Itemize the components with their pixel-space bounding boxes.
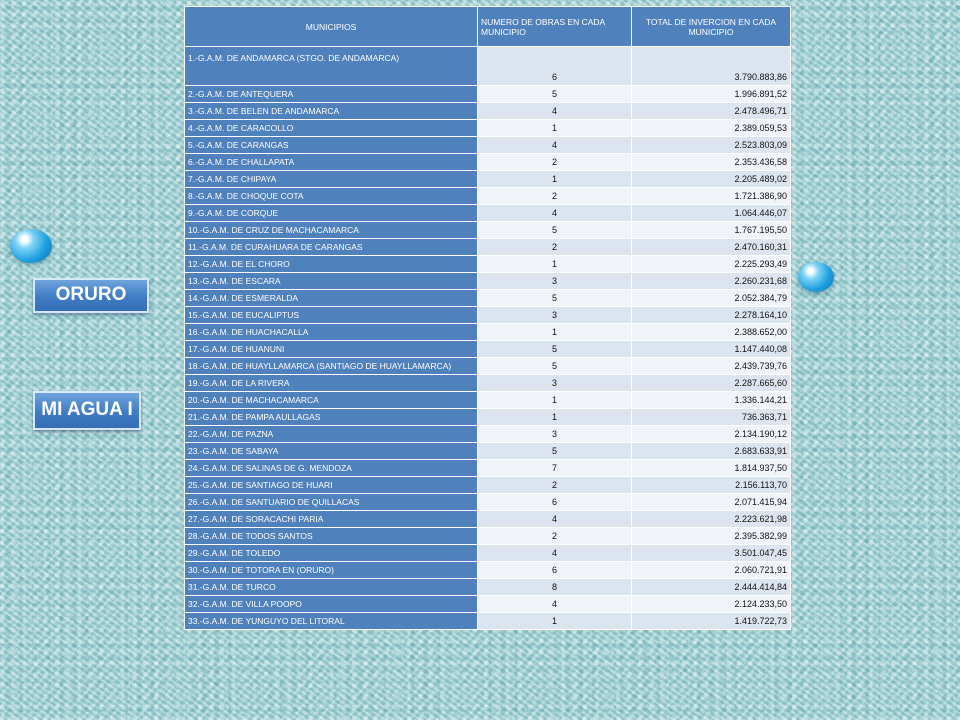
- obras-count-cell: 1: [478, 409, 632, 426]
- table-row: [185, 562, 791, 579]
- inversion-total-cell: 2.278.164,10: [632, 307, 791, 324]
- inversion-total-cell: 2.395.382,99: [632, 528, 791, 545]
- municipio-name-cell: 28.-G.A.M. DE TODOS SANTOS: [185, 528, 478, 545]
- inversion-total-cell: 1.996.891,52: [632, 86, 791, 103]
- obras-count-cell: 6: [478, 562, 632, 579]
- table-row: [185, 239, 791, 256]
- inversion-total-cell: 2.071.415,94: [632, 494, 791, 511]
- municipio-name-cell: 30.-G.A.M. DE TOTORA EN (ORURO): [185, 562, 478, 579]
- table-row: [185, 613, 791, 630]
- municipio-name-cell: 19.-G.A.M. DE LA RIVERA: [185, 375, 478, 392]
- oruro-button[interactable]: ORURO: [33, 278, 149, 313]
- table-row: [185, 579, 791, 596]
- inversion-total-cell: 2.523.803,09: [632, 137, 791, 154]
- obras-count-cell: 1: [478, 171, 632, 188]
- inversion-total-cell: 1.336.144,21: [632, 392, 791, 409]
- header-municipios: MUNICIPIOS: [185, 7, 478, 47]
- municipio-name-cell: 12.-G.A.M. DE EL CHORO: [185, 256, 478, 273]
- table-row: [185, 409, 791, 426]
- obras-count-cell: 8: [478, 579, 632, 596]
- municipio-name-cell: 10.-G.A.M. DE CRUZ DE MACHACAMARCA: [185, 222, 478, 239]
- decorative-bubble-right: [798, 262, 834, 292]
- table-row: [185, 596, 791, 613]
- obras-count-cell: 5: [478, 341, 632, 358]
- table-row: [185, 375, 791, 392]
- municipio-name-cell: 11.-G.A.M. DE CURAHUARA DE CARANGAS: [185, 239, 478, 256]
- municipio-name-cell: 23.-G.A.M. DE SABAYA: [185, 443, 478, 460]
- table-row: [185, 171, 791, 188]
- obras-count-cell: 5: [478, 290, 632, 307]
- obras-count-cell: 1: [478, 256, 632, 273]
- inversion-total-cell: 2.478.496,71: [632, 103, 791, 120]
- municipio-name-cell: 3.-G.A.M. DE BELEN DE ANDAMARCA: [185, 103, 478, 120]
- inversion-total-cell: 1.419.722,73: [632, 613, 791, 630]
- municipio-name-cell: 25.-G.A.M. DE SANTIAGO DE HUARI: [185, 477, 478, 494]
- municipios-table: [184, 6, 791, 630]
- table-row: [185, 154, 791, 171]
- table-row: [185, 324, 791, 341]
- obras-count-cell: 3: [478, 307, 632, 324]
- inversion-total-cell: 2.052.384,79: [632, 290, 791, 307]
- table-row: [185, 545, 791, 562]
- municipio-name-cell: 32.-G.A.M. DE VILLA POOPO: [185, 596, 478, 613]
- header-total-inversion: TOTAL DE INVERCION EN CADA MUNICIPIO: [632, 7, 791, 47]
- obras-count-cell: 4: [478, 596, 632, 613]
- inversion-total-cell: 1.721.386,90: [632, 188, 791, 205]
- obras-count-cell: 4: [478, 205, 632, 222]
- table-row: [185, 86, 791, 103]
- table-row: [185, 137, 791, 154]
- municipio-name-cell: 9.-G.A.M. DE CORQUE: [185, 205, 478, 222]
- municipio-name-cell: 29.-G.A.M. DE TOLEDO: [185, 545, 478, 562]
- obras-count-cell: 5: [478, 222, 632, 239]
- municipio-name-cell: 16.-G.A.M. DE HUACHACALLA: [185, 324, 478, 341]
- obras-count-cell: 4: [478, 137, 632, 154]
- municipio-name-cell: 26.-G.A.M. DE SANTUARIO DE QUILLACAS: [185, 494, 478, 511]
- table-header-row: [185, 7, 791, 47]
- obras-count-cell: 2: [478, 528, 632, 545]
- inversion-total-cell: 2.683.633,91: [632, 443, 791, 460]
- mi-agua-button[interactable]: MI AGUA I: [33, 391, 141, 430]
- inversion-total-cell: 2.134.190,12: [632, 426, 791, 443]
- municipio-name-cell: 22.-G.A.M. DE PAZNA: [185, 426, 478, 443]
- obras-count-cell: 5: [478, 358, 632, 375]
- inversion-total-cell: 2.260.231,68: [632, 273, 791, 290]
- municipio-name-cell: 20.-G.A.M. DE MACHACAMARCA: [185, 392, 478, 409]
- table-row: [185, 307, 791, 324]
- table-body: [185, 47, 791, 630]
- table-row: [185, 392, 791, 409]
- table-row: [185, 273, 791, 290]
- inversion-total-cell: 3.501.047,45: [632, 545, 791, 562]
- obras-count-cell: 2: [478, 188, 632, 205]
- municipio-name-cell: 33.-G.A.M. DE YUNGUYO DEL LITORAL: [185, 613, 478, 630]
- obras-count-cell: 1: [478, 613, 632, 630]
- table-row: [185, 477, 791, 494]
- inversion-total-cell: 2.223.621,98: [632, 511, 791, 528]
- municipio-name-cell: 27.-G.A.M. DE SORACACHI PARIA: [185, 511, 478, 528]
- municipio-name-cell: 18.-G.A.M. DE HUAYLLAMARCA (SANTIAGO DE HUAYLLAMARCA): [185, 358, 478, 375]
- obras-count-cell: 5: [478, 86, 632, 103]
- table-row: [185, 511, 791, 528]
- obras-count-cell: 1: [478, 392, 632, 409]
- inversion-total-cell: 1.767.195,50: [632, 222, 791, 239]
- obras-count-cell: 3: [478, 426, 632, 443]
- obras-count-cell: 3: [478, 375, 632, 392]
- table-row: [185, 443, 791, 460]
- municipio-name-cell: 31.-G.A.M. DE TURCO: [185, 579, 478, 596]
- obras-count-cell: 2: [478, 477, 632, 494]
- inversion-total-cell: 2.124.233,50: [632, 596, 791, 613]
- table-row: [185, 290, 791, 307]
- inversion-total-cell: 2.205.489,02: [632, 171, 791, 188]
- municipio-name-cell: 24.-G.A.M. DE SALINAS DE G. MENDOZA: [185, 460, 478, 477]
- inversion-total-cell: 2.439.739,76: [632, 358, 791, 375]
- table-row: [185, 460, 791, 477]
- obras-count-cell: 4: [478, 511, 632, 528]
- table-row: [185, 188, 791, 205]
- table-row: [185, 47, 791, 86]
- table-row: [185, 120, 791, 137]
- municipio-name-cell: 4.-G.A.M. DE CARACOLLO: [185, 120, 478, 137]
- municipio-name-cell: 13.-G.A.M. DE ESCARA: [185, 273, 478, 290]
- inversion-total-cell: 2.060.721,91: [632, 562, 791, 579]
- obras-count-cell: 6: [478, 47, 632, 86]
- obras-count-cell: 1: [478, 324, 632, 341]
- obras-count-cell: 4: [478, 103, 632, 120]
- table-row: [185, 205, 791, 222]
- table-row: [185, 494, 791, 511]
- inversion-total-cell: 1.814.937,50: [632, 460, 791, 477]
- obras-count-cell: 4: [478, 545, 632, 562]
- municipio-name-cell: 17.-G.A.M. DE HUANUNI: [185, 341, 478, 358]
- table-row: [185, 528, 791, 545]
- municipio-name-cell: 2.-G.A.M. DE ANTEQUERA: [185, 86, 478, 103]
- table-row: [185, 426, 791, 443]
- obras-count-cell: 7: [478, 460, 632, 477]
- inversion-total-cell: 2.353.436,58: [632, 154, 791, 171]
- inversion-total-cell: 2.287.665,60: [632, 375, 791, 392]
- header-numero-obras: NUMERO DE OBRAS EN CADA MUNICIPIO: [478, 7, 632, 47]
- municipio-name-cell: 7.-G.A.M. DE CHIPAYA: [185, 171, 478, 188]
- table-row: [185, 358, 791, 375]
- municipio-name-cell: 21.-G.A.M. DE PAMPA AULLAGAS: [185, 409, 478, 426]
- table-row: [185, 256, 791, 273]
- municipio-name-cell: 8.-G.A.M. DE CHOQUE COTA: [185, 188, 478, 205]
- inversion-total-cell: 2.470.160,31: [632, 239, 791, 256]
- obras-count-cell: 2: [478, 154, 632, 171]
- municipio-name-cell: 5.-G.A.M. DE CARANGAS: [185, 137, 478, 154]
- obras-count-cell: 6: [478, 494, 632, 511]
- table-row: [185, 222, 791, 239]
- inversion-total-cell: 2.389.059,53: [632, 120, 791, 137]
- obras-count-cell: 2: [478, 239, 632, 256]
- municipio-name-cell: 15.-G.A.M. DE EUCALIPTUS: [185, 307, 478, 324]
- inversion-total-cell: 2.388.652,00: [632, 324, 791, 341]
- municipio-name-cell: 6.-G.A.M. DE CHALLAPATA: [185, 154, 478, 171]
- table-row: [185, 103, 791, 120]
- municipio-name-cell: 1.-G.A.M. DE ANDAMARCA (STGO. DE ANDAMARCA): [185, 47, 478, 86]
- inversion-total-cell: 2.225.293,49: [632, 256, 791, 273]
- decorative-bubble-left: [10, 229, 52, 263]
- obras-count-cell: 5: [478, 443, 632, 460]
- obras-count-cell: 3: [478, 273, 632, 290]
- inversion-total-cell: 3.790.883,86: [632, 47, 791, 86]
- inversion-total-cell: 1.147.440,08: [632, 341, 791, 358]
- inversion-total-cell: 2.444.414,84: [632, 579, 791, 596]
- table-row: [185, 341, 791, 358]
- inversion-total-cell: 1.064.446,07: [632, 205, 791, 222]
- inversion-total-cell: 2.156.113,70: [632, 477, 791, 494]
- inversion-total-cell: 736.363,71: [632, 409, 791, 426]
- obras-count-cell: 1: [478, 120, 632, 137]
- municipio-name-cell: 14.-G.A.M. DE ESMERALDA: [185, 290, 478, 307]
